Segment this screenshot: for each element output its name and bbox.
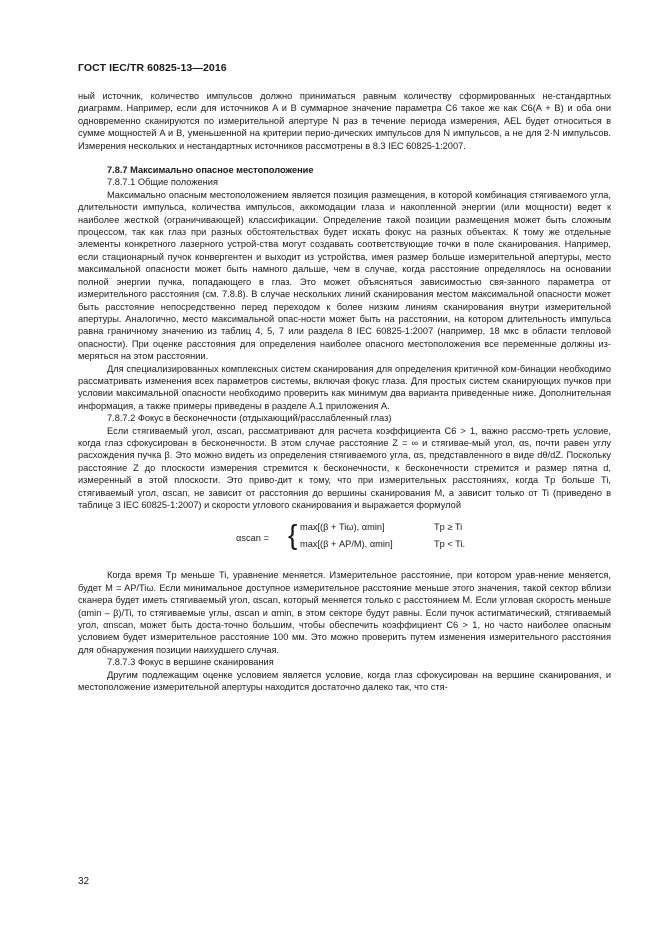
- subsection-heading-7-8-7-3: 7.8.7.3 Фокус в вершине сканирования: [107, 657, 274, 668]
- subsection-heading-7-8-7-1: 7.8.7.1 Общие положения: [107, 177, 218, 188]
- formula-condition-2: Tp < Ti.: [434, 539, 466, 550]
- paragraph-infinity-focus: Если стягиваемый угол, αscan, рассматривают для расчета коэффициента C6 > 1, важно рассмо-треть условие, когда глаз сфокусирован в бесконечности. В этом случае расстояние Z = ∞ и стягивае-мый угол, αs, почти равен углу расхождения пучка β. Это можно видеть из определения стягиваемого угла, αs, представленного в виде dθ/dZ. Поскольку расстояние Z до плоскости измерения стремится к бесконечности, к бесконечности стремится и размер пятна d, измеренный в этой плоскости. Это приво-дит к тому, что при измерительных расстояниях, когда Tp больше Ti, стягиваемый угол, αscan, не зависит от расстояния до вершины сканирования M, а зависит только от Ti (приведено в таблице 3 IEC 60825-1:2007) и скорости углового сканирования и выражается формулой: [78, 425, 611, 510]
- formula-row-1: max[(β + Tiω), αmin]: [300, 522, 385, 533]
- section-heading-7-8-7: 7.8.7 Максимально опасное местоположение: [107, 165, 314, 176]
- document-body: [78, 90, 611, 693]
- paragraph-scan-vertex: Другим подлежащим оценке условием является условие, когда глаз сфокусирован на вершине сканирования, и местоположение измерительной апертуры находится достаточно далеко так, что стя-: [78, 669, 611, 693]
- page-number: 32: [78, 876, 90, 887]
- formula-condition-1: Tp ≥ Ti: [434, 522, 463, 533]
- subsection-heading-7-8-7-2: 7.8.7.2 Фокус в бесконечности (отдыхающий/расслабленный глаз): [107, 413, 392, 424]
- paragraph-complex-systems: Для специализированных комплексных систем сканирования для определения критичной ком-бинации необходимо рассматривать изменения всех параметров системы, включая фокус глаза. Для простых систем сканирующих пучков при условии максимальной опасности необходимо проверить как минимум два варианта приведенные ниже. Дополнительная информация, а также примеры приведены в разделе A.1 приложения A.: [78, 363, 611, 411]
- paragraph-general: Максимально опасным местоположением является позиция размещения, в которой комбинация стягиваемого угла, длительности импульса, количества импульсов, аккомодации глаза и накопленной энергии (или мощности) ведет к наиболее жесткой (ограничивающей) классификации. Определение такой позиции размещения может быть сложным процессом, так как глаз при разных обстоятельствах будет искать фокус на разных объектах. К тому же отдельные элементы конкретного лазерного устрой-ства могут создавать соответствующие точки в поле сканирования. Например, если стационарный пучок конвергентен и выходит из устройства, имея размер больше измерительной апертуры, место максимальной опасности может быть намного дальше, чем в случае, когда расстояние определялось на основании полной энергии пучка, попадающего в глаз. Это может объясняться зависимостью свя-занного параметра от измерительного расстояния (см. 7.8.8). В случае нескольких линий сканирования местом максимальной опасности может быть расстояние непосредственно перед переходом к более низким линиям сканирования внутри измерительной апертуры. Аналогично, место максимальной опас-ности может быть на расстоянии, на котором длительность импульса равна граничному значению из таблиц 4, 5, 7 или раздела 8 IEC 60825-1:2007 (например, 18 мкс в области тепловой опасности). При оценке расстояния для определения наиболее опасного местоположения все переменные должны из-меряться на этом расстоянии.: [78, 189, 611, 362]
- formula-lhs: αscan =: [236, 533, 269, 544]
- paragraph-continued: ный источник, количество импульсов должно приниматься равным количеству сформированных не-стандартных диаграмм. Например, если для источников A и B суммарное значение параметра C6 такое же как C6(A + B) и оба они одновременно сканируются по измерительной апертуре N раз в течение периода измерения, AEL будет относиться в сумме мощностей A и B, уменьшенной на критерии перио-дических импульсов для N импульсов, а не для 2·N импульсов. Измерения нескольких и нестандартных источников рассмотрены в 8.3 IEC 60825-1:2007.: [78, 91, 611, 151]
- formula-brace: {: [288, 519, 298, 551]
- formula-row-2: max[(β + AP/M), αmin]: [300, 539, 393, 550]
- paragraph-time-less: Когда время Tp меньше Ti, уравнение меняется. Измерительное расстояние, при котором урав-нение меняется, будет M = AP/Tiω. Если минимальное доступное измерительное расстояние меньше этого значения, такой сектор вблизи сканера будет иметь стягиваемый угол, αscan, который меняется только с расстоянием M. Если угловая скорость меньше (αmin – β)/Ti, то стягиваемые углы, αscan и αmin, в этом секторе будут равны. Если пучок астигматический, стягиваемый угол, αnscan, может быть доста-точно большим, чтобы обеспечить коэффициент C6 > 1, но часто наиболее опасным условием будет измерительное расстояние 100 мм. Это можно проверить путем изменения измерительного расстояния для обнаружения позиции наихудшего случая.: [78, 570, 611, 655]
- document-header: ГОСТ IEC/TR 60825-13—2016: [78, 62, 227, 74]
- formula-alpha-scan: [78, 521, 611, 555]
